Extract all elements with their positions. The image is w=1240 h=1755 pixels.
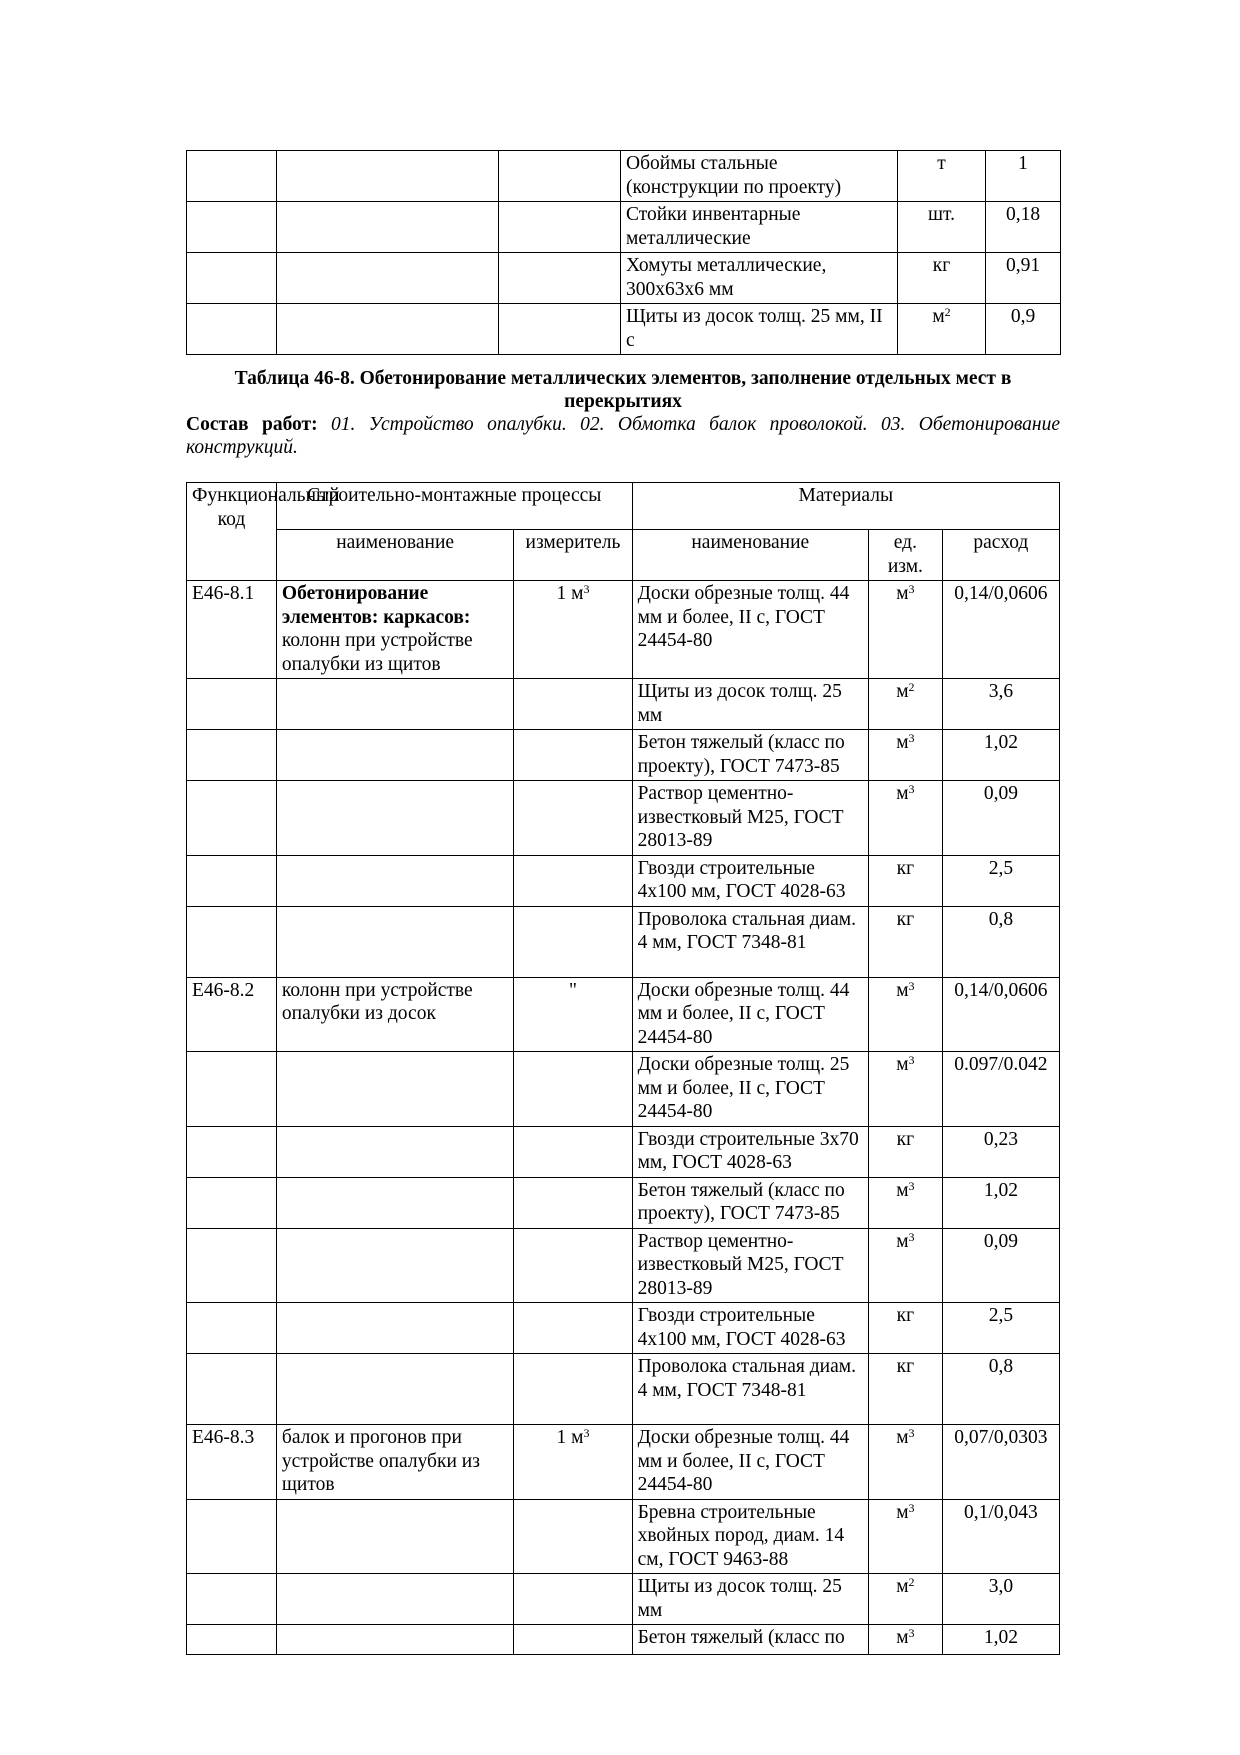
process-name <box>276 855 513 906</box>
header-materials: Материалы <box>632 483 1059 530</box>
continuation-row <box>187 151 1061 202</box>
process-measure <box>514 581 632 679</box>
material-name <box>632 855 868 906</box>
header-material-name: наименование <box>632 530 868 581</box>
process-name <box>276 1625 513 1655</box>
material-unit-superscript: 3 <box>908 782 915 796</box>
process-measure <box>514 1052 632 1127</box>
process-measure <box>514 679 632 730</box>
material-unit-text: кг <box>896 908 915 930</box>
material-name <box>632 1425 868 1500</box>
material-unit-superscript: 3 <box>908 1229 915 1244</box>
material-qty-text: 1 <box>1018 153 1028 174</box>
continuation-row <box>187 253 1061 304</box>
function-code <box>187 1425 277 1500</box>
continuation-table <box>186 150 1061 355</box>
material-unit-superscript: 3 <box>908 978 915 993</box>
function-code <box>187 1625 277 1655</box>
process-name-text: колонн при устройстве опалубки из досок <box>281 979 473 1024</box>
material-unit-text: м <box>896 681 909 702</box>
process-measure-superscript: 3 <box>583 582 590 596</box>
process-measure <box>514 977 632 1052</box>
process-measure <box>514 1126 632 1177</box>
material-name-text: Гвозди строительные 3х70 мм, ГОСТ 4028-63 <box>637 1128 859 1173</box>
process-measure <box>514 1177 632 1228</box>
table-row <box>187 906 1060 977</box>
material-qty <box>986 253 1061 304</box>
material-consumption <box>942 1177 1059 1228</box>
material-unit-text: шт. <box>928 204 955 225</box>
function-code <box>187 1228 277 1303</box>
function-code <box>187 977 277 1052</box>
material-name-text: Доски обрезные толщ. 44 мм и более, II с, ГОСТ 24454-80 <box>637 583 850 651</box>
material-name <box>621 151 898 202</box>
composition-text: 01. Устройство опалубки. 02. Обмотка балок проволокой. 03. Обетонирование конструкций. <box>186 414 1060 458</box>
material-consumption <box>942 1126 1059 1177</box>
material-consumption-text: 0,07/0,0303 <box>954 1427 1048 1448</box>
material-unit-text: м <box>896 1054 909 1075</box>
material-name-text: Щиты из досок толщ. 25 мм <box>637 681 842 726</box>
material-unit-text: м <box>896 979 909 1001</box>
material-unit-text: м <box>896 1627 909 1648</box>
material-unit-text: м <box>896 783 909 804</box>
material-consumption <box>942 781 1059 856</box>
material-consumption-text: 0,14/0,0606 <box>954 979 1048 1001</box>
material-name-text: Проволока стальная диам. 4 мм, ГОСТ 7348-81 <box>637 908 856 953</box>
material-name <box>632 781 868 856</box>
material-unit-superscript: 3 <box>908 1178 915 1193</box>
material-consumption <box>942 855 1059 906</box>
material-consumption-text: 0,23 <box>983 1128 1018 1150</box>
process-name <box>276 1303 513 1354</box>
material-name-text: Бетон тяжелый (класс по <box>637 1627 845 1648</box>
process-measure-text: " <box>568 979 577 1001</box>
table-header <box>187 483 1060 581</box>
material-qty-text: 0,9 <box>1010 306 1036 327</box>
material-consumption-text: 0,8 <box>988 908 1014 930</box>
material-unit-text: м <box>896 1576 909 1597</box>
header-measure: измеритель <box>514 530 632 581</box>
material-unit <box>869 581 943 679</box>
material-name-text: Доски обрезные толщ. 44 мм и более, II с, ГОСТ 24454-80 <box>637 979 850 1048</box>
material-unit-text: м <box>932 306 945 327</box>
material-unit-text: кг <box>896 1128 915 1150</box>
process-measure <box>514 1574 632 1625</box>
material-unit <box>869 1126 943 1177</box>
empty-cell <box>499 151 621 202</box>
process-measure <box>514 1228 632 1303</box>
function-code <box>187 1499 277 1574</box>
material-name <box>621 304 898 355</box>
material-unit <box>869 1228 943 1303</box>
material-name <box>632 977 868 1052</box>
process-measure-text: 1 м <box>556 1427 584 1448</box>
material-name-text: Гвозди строительные 4х100 мм, ГОСТ 4028-63 <box>637 857 846 902</box>
material-unit <box>898 253 986 304</box>
empty-cell <box>277 202 499 253</box>
function-code <box>187 1177 277 1228</box>
table-row <box>187 1052 1060 1127</box>
material-name-text: Бревна строительные хвойных пород, диам. 14 см, ГОСТ 9463-88 <box>637 1501 845 1570</box>
material-name <box>632 679 868 730</box>
table-row <box>187 1574 1060 1625</box>
function-code <box>187 730 277 781</box>
material-name-text: Стойки инвентарные металлические <box>626 204 801 249</box>
material-name <box>632 1499 868 1574</box>
process-name <box>276 781 513 856</box>
material-unit-text: м <box>896 732 909 753</box>
material-unit <box>869 1574 943 1625</box>
material-name <box>632 1354 868 1425</box>
function-code-text: Е46-8.2 <box>192 979 255 1001</box>
process-name <box>276 1126 513 1177</box>
process-measure <box>514 1303 632 1354</box>
table-title: Таблица 46-8. Обетонирование металлических элементов, заполнение отдельных мест в перекрытиях <box>234 368 1012 412</box>
material-unit-text: кг <box>896 1305 915 1326</box>
material-consumption <box>942 1574 1059 1625</box>
material-name <box>632 1625 868 1655</box>
material-consumption <box>942 1425 1059 1500</box>
function-code <box>187 581 277 679</box>
material-unit <box>869 977 943 1052</box>
material-name <box>621 253 898 304</box>
table-row <box>187 977 1060 1052</box>
material-consumption-text: 1,02 <box>983 1627 1018 1648</box>
material-unit <box>869 1625 943 1655</box>
material-unit <box>898 151 986 202</box>
material-unit-text: м <box>896 1230 909 1252</box>
material-consumption-text: 0,14/0,0606 <box>954 583 1048 604</box>
function-code <box>187 855 277 906</box>
material-qty-text: 0,91 <box>1005 255 1041 276</box>
material-unit-text: кг <box>896 857 915 879</box>
table-row <box>187 1499 1060 1574</box>
material-unit-superscript: 3 <box>908 1500 915 1515</box>
material-name-text: Бетон тяжелый (класс по проекту), ГОСТ 7473-85 <box>637 1179 845 1224</box>
empty-cell <box>187 253 277 304</box>
header-process-name: наименование <box>276 530 513 581</box>
material-consumption <box>942 1052 1059 1127</box>
material-consumption <box>942 1228 1059 1303</box>
material-consumption-text: 2,5 <box>988 1305 1014 1326</box>
material-consumption-text: 3,6 <box>988 681 1014 702</box>
material-name <box>632 1574 868 1625</box>
material-unit-superscript: 3 <box>908 731 915 745</box>
material-unit-text: м <box>896 583 909 604</box>
header-processes: Строительно-монтажные процессы <box>276 483 632 530</box>
table-row <box>187 1126 1060 1177</box>
process-name <box>276 679 513 730</box>
empty-cell <box>277 151 499 202</box>
material-name-text: Раствор цементно-известковый М25, ГОСТ 28013-89 <box>637 1230 844 1299</box>
material-qty <box>986 304 1061 355</box>
process-name-text: колонн при устройстве опалубки из щитов <box>281 630 473 675</box>
material-qty <box>986 202 1061 253</box>
process-name <box>276 906 513 977</box>
material-consumption <box>942 581 1059 679</box>
material-unit-text: т <box>937 153 946 174</box>
process-name <box>276 1499 513 1574</box>
material-name-text: Раствор цементно-известковый М25, ГОСТ 28013-89 <box>637 783 844 851</box>
material-consumption <box>942 977 1059 1052</box>
material-name-text: Бетон тяжелый (класс по проекту), ГОСТ 7473-85 <box>637 732 845 777</box>
continuation-row <box>187 202 1061 253</box>
process-measure-superscript: 3 <box>583 1426 590 1440</box>
material-unit-superscript: 3 <box>908 1426 915 1440</box>
process-measure <box>514 730 632 781</box>
empty-cell <box>277 304 499 355</box>
process-name <box>276 1354 513 1425</box>
material-consumption-text: 0,8 <box>988 1356 1014 1377</box>
material-consumption-text: 0.097/0.042 <box>954 1054 1048 1075</box>
material-consumption-text: 3,0 <box>988 1576 1014 1597</box>
header-unit: ед. изм. <box>869 530 943 581</box>
table-row <box>187 1625 1060 1655</box>
table-row <box>187 1425 1060 1500</box>
table-row <box>187 1177 1060 1228</box>
material-consumption-text: 1,02 <box>983 1179 1018 1201</box>
table-row <box>187 781 1060 856</box>
material-consumption <box>942 1499 1059 1574</box>
material-consumption-text: 0,09 <box>983 1230 1018 1252</box>
header-code: Функциональный код <box>187 483 277 581</box>
continuation-row <box>187 304 1061 355</box>
material-name-text: Обоймы стальные (конструкции по проекту) <box>626 153 842 198</box>
process-measure-text: 1 м <box>556 583 584 604</box>
function-code <box>187 1303 277 1354</box>
process-measure <box>514 906 632 977</box>
material-name <box>632 1303 868 1354</box>
process-measure <box>514 1425 632 1500</box>
function-code <box>187 1052 277 1127</box>
material-unit <box>869 781 943 856</box>
process-name <box>276 1177 513 1228</box>
material-unit-superscript: 2 <box>908 680 915 694</box>
material-name <box>632 1052 868 1127</box>
material-unit-text: кг <box>932 255 951 276</box>
process-name <box>276 977 513 1052</box>
material-unit-text: м <box>896 1179 909 1201</box>
material-unit <box>869 730 943 781</box>
process-name <box>276 1228 513 1303</box>
material-unit <box>869 1303 943 1354</box>
table-row <box>187 679 1060 730</box>
material-unit-superscript: 3 <box>908 1053 915 1067</box>
material-consumption-text: 1,02 <box>983 732 1018 753</box>
table-row <box>187 730 1060 781</box>
empty-cell <box>499 202 621 253</box>
process-measure <box>514 1625 632 1655</box>
process-group-title: Обетонирование элементов: каркасов: <box>281 583 471 628</box>
material-name <box>632 730 868 781</box>
material-unit <box>898 202 986 253</box>
table-body <box>187 581 1060 1655</box>
table-row <box>187 1354 1060 1425</box>
material-qty-text: 0,18 <box>1005 204 1041 225</box>
material-consumption <box>942 1354 1059 1425</box>
material-name-text: Гвозди строительные 4х100 мм, ГОСТ 4028-63 <box>637 1305 846 1350</box>
material-name <box>632 1177 868 1228</box>
function-code <box>187 1574 277 1625</box>
empty-cell <box>277 253 499 304</box>
header-consumption: расход <box>942 530 1059 581</box>
material-unit <box>869 906 943 977</box>
material-name <box>632 1126 868 1177</box>
function-code <box>187 1354 277 1425</box>
work-composition <box>186 413 1060 459</box>
composition-label: Состав работ: <box>186 414 318 435</box>
material-name-text: Доски обрезные толщ. 25 мм и более, II с, ГОСТ 24454-80 <box>637 1054 850 1122</box>
material-unit-text: м <box>896 1501 909 1523</box>
material-unit <box>869 1499 943 1574</box>
empty-cell <box>499 304 621 355</box>
material-unit-superscript: 3 <box>908 1626 915 1640</box>
table-row <box>187 1228 1060 1303</box>
function-code <box>187 906 277 977</box>
material-consumption-text: 2,5 <box>988 857 1014 879</box>
process-name <box>276 581 513 679</box>
material-name-text: Доски обрезные толщ. 44 мм и более, II с, ГОСТ 24454-80 <box>637 1427 850 1495</box>
material-consumption-text: 0,1/0,043 <box>964 1501 1038 1523</box>
process-measure <box>514 1354 632 1425</box>
material-name-text: Щиты из досок толщ. 25 мм <box>637 1576 842 1621</box>
material-consumption <box>942 679 1059 730</box>
material-name-text: Хомуты металлические, 300х63х6 мм <box>626 255 827 300</box>
material-unit <box>869 1177 943 1228</box>
empty-cell <box>499 253 621 304</box>
material-name-text: Щиты из досок толщ. 25 мм, II с <box>626 306 883 351</box>
material-consumption <box>942 906 1059 977</box>
norms-table <box>186 482 1060 1655</box>
material-name <box>632 581 868 679</box>
empty-cell <box>187 304 277 355</box>
material-name-text: Проволока стальная диам. 4 мм, ГОСТ 7348-81 <box>637 1356 856 1401</box>
empty-cell <box>187 202 277 253</box>
material-unit <box>869 855 943 906</box>
process-name <box>276 1574 513 1625</box>
material-unit <box>898 304 986 355</box>
material-unit-superscript: 2 <box>944 305 951 319</box>
function-code <box>187 781 277 856</box>
function-code-text: Е46-8.3 <box>192 1427 255 1448</box>
process-name <box>276 1052 513 1127</box>
empty-cell <box>187 151 277 202</box>
material-unit <box>869 1052 943 1127</box>
table-row <box>187 855 1060 906</box>
material-name <box>632 906 868 977</box>
material-consumption-text: 0,09 <box>983 783 1018 804</box>
material-consumption <box>942 1625 1059 1655</box>
process-measure <box>514 1499 632 1574</box>
function-code <box>187 679 277 730</box>
process-measure <box>514 781 632 856</box>
table-row <box>187 581 1060 679</box>
function-code-text: Е46-8.1 <box>192 583 255 604</box>
material-unit-superscript: 3 <box>908 582 915 596</box>
material-name <box>621 202 898 253</box>
material-unit-text: кг <box>896 1356 915 1377</box>
process-name <box>276 730 513 781</box>
material-unit <box>869 1354 943 1425</box>
material-consumption <box>942 1303 1059 1354</box>
material-unit <box>869 679 943 730</box>
material-unit-text: м <box>896 1427 909 1448</box>
process-name-text: балок и прогонов при устройстве опалубки из щитов <box>281 1427 480 1495</box>
continuation-table-body <box>187 151 1061 355</box>
function-code <box>187 1126 277 1177</box>
process-name <box>276 1425 513 1500</box>
material-name <box>632 1228 868 1303</box>
material-consumption <box>942 730 1059 781</box>
material-unit-superscript: 2 <box>908 1575 915 1589</box>
material-qty <box>986 151 1061 202</box>
material-unit <box>869 1425 943 1500</box>
table-row <box>187 1303 1060 1354</box>
process-measure <box>514 855 632 906</box>
